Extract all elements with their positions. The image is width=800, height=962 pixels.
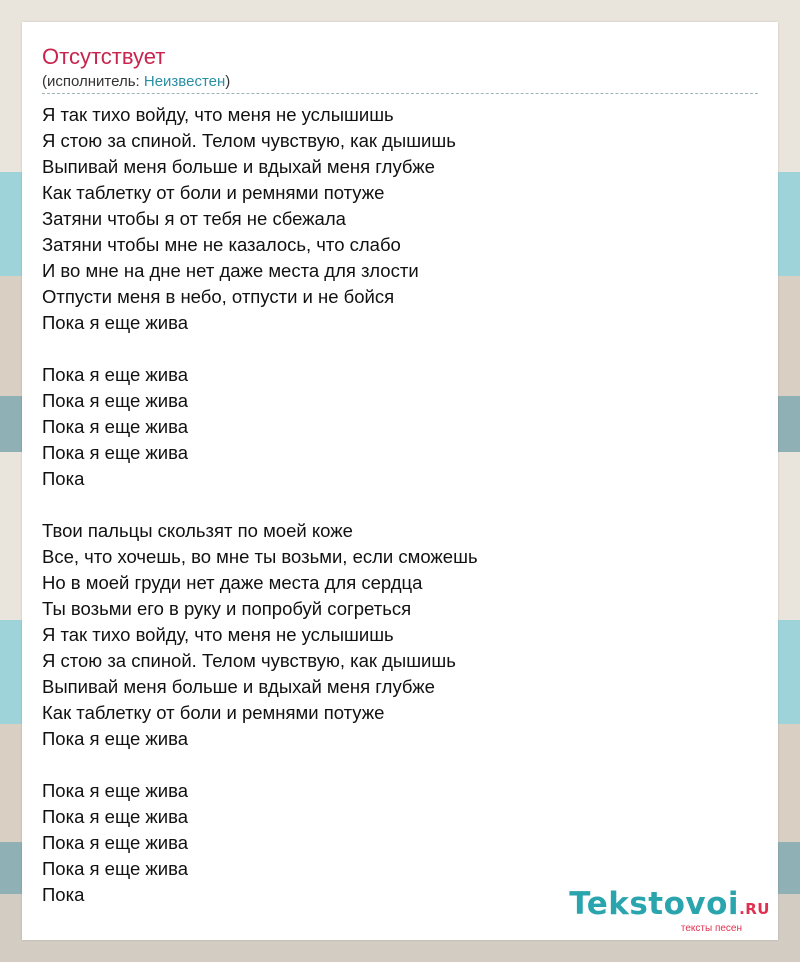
- lyric-line: Пока: [42, 468, 85, 489]
- lyric-blank-line: [42, 752, 758, 778]
- lyric-line: Я так тихо войду, что меня не услышишь: [42, 104, 394, 125]
- artist-link[interactable]: Неизвестен: [143, 73, 226, 90]
- lyric-line: Пока я еще жива: [42, 832, 189, 853]
- lyric-line: Пока я еще жива: [42, 858, 189, 879]
- lyric-line: Пока я еще жива: [42, 780, 189, 801]
- lyric-blank-line: [42, 336, 758, 362]
- song-title: Отсутствует: [42, 44, 166, 69]
- lyric-blank-line: [42, 492, 758, 518]
- lyric-line: Пока я еще жива: [42, 442, 189, 463]
- logo-tld: .RU: [739, 900, 770, 918]
- lyric-line: Я стою за спиной. Телом чувствую, как дышишь: [42, 650, 456, 671]
- lyric-line: Ты возьми его в руку и попробуй согреться: [42, 598, 412, 619]
- logo-tagline: тексты песен: [680, 923, 742, 934]
- lyric-line: Как таблетку от боли и ремнями потуже: [42, 182, 385, 203]
- lyric-line: Пока я еще жива: [42, 312, 189, 333]
- artist-prefix: (исполнитель:: [42, 73, 144, 90]
- lyric-line: Я стою за спиной. Телом чувствую, как дышишь: [42, 130, 456, 151]
- lyric-line: И во мне на дне нет даже места для злости: [42, 260, 419, 281]
- lyric-line: Пока: [42, 884, 85, 905]
- lyric-line: Затяни чтобы мне не казалось, что слабо: [42, 234, 401, 255]
- lyric-line: Все, что хочешь, во мне ты возьми, если сможешь: [42, 546, 478, 567]
- lyric-line: Пока я еще жива: [42, 390, 189, 411]
- artist-suffix: ): [225, 73, 231, 90]
- site-logo[interactable]: [569, 888, 770, 934]
- lyric-line: Пока я еще жива: [42, 728, 189, 749]
- title-divider: [42, 93, 758, 94]
- lyric-line: Пока я еще жива: [42, 416, 189, 437]
- lyric-line: Я так тихо войду, что меня не услышишь: [42, 624, 394, 645]
- lyrics-text: [42, 102, 758, 908]
- lyric-line: Твои пальцы скользят по моей коже: [42, 520, 353, 541]
- lyric-line: Выпивай меня больше и вдыхай меня глубже: [42, 156, 435, 177]
- lyric-line: Выпивай меня больше и вдыхай меня глубже: [42, 676, 435, 697]
- logo-main-text: Tekstovoi: [569, 886, 740, 922]
- lyrics-card: [22, 22, 778, 940]
- lyric-line: Затяни чтобы я от тебя не сбежала: [42, 208, 346, 229]
- lyric-line: Пока я еще жива: [42, 364, 189, 385]
- lyric-line: Но в моей груди нет даже места для сердца: [42, 572, 423, 593]
- artist-line: [42, 73, 230, 91]
- lyric-line: Отпусти меня в небо, отпусти и не бойся: [42, 286, 395, 307]
- lyric-line: Как таблетку от боли и ремнями потуже: [42, 702, 385, 723]
- lyric-line: Пока я еще жива: [42, 806, 189, 827]
- logo-wordmark: [569, 888, 770, 925]
